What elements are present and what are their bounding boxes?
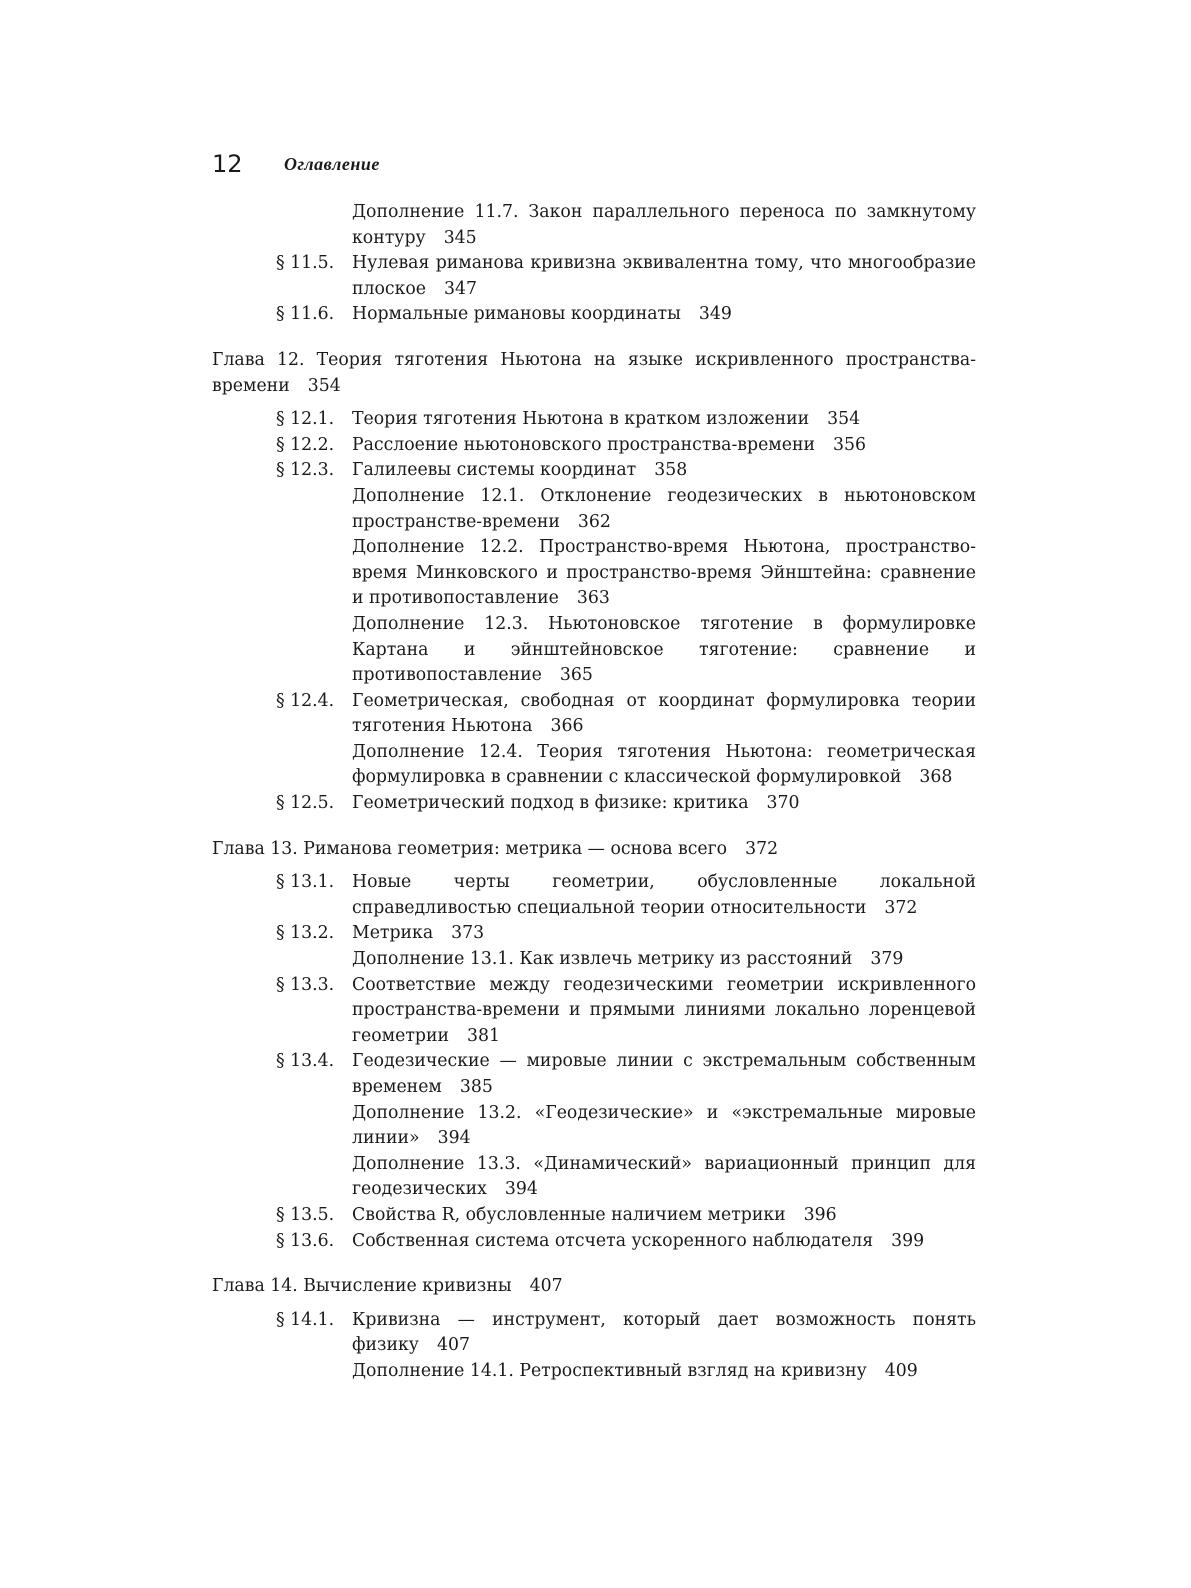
- toc-supplement: [352, 947, 976, 973]
- toc-page-number: 354: [827, 409, 861, 430]
- toc-section: [276, 302, 976, 328]
- toc-section: [276, 1203, 976, 1229]
- toc-section-body: [352, 407, 976, 433]
- toc-chapter-title: Глава 13. Риманова геометрия: метрика — основа всего: [212, 838, 728, 859]
- toc-section: [276, 433, 976, 459]
- toc-supplement: [352, 484, 976, 535]
- toc-section: [276, 973, 976, 1050]
- toc-section: [276, 1308, 976, 1359]
- toc-section-title: Свойства R, обусловленные наличием метрики: [352, 1204, 786, 1225]
- toc-supplement: [352, 535, 976, 612]
- toc-section-title: Соответствие между геодезическими геометрии искривленного пространства-времени и прямыми линиями локально лоренцевой геометрии: [352, 974, 976, 1046]
- toc-section: [276, 689, 976, 740]
- toc-page-number: 363: [576, 588, 610, 609]
- toc-supplement: [352, 1152, 976, 1203]
- toc-page-number: 372: [745, 838, 779, 859]
- toc-page-number: 354: [307, 375, 341, 396]
- toc-supplement-title: Дополнение 13.3. «Динамический» вариационный принцип для геодезических: [352, 1153, 976, 1200]
- toc-supplement-title: Дополнение 12.2. Пространство-время Ньютона, пространство-время Минковского и пространство-время Эйнштейна: сравнение и противопоставление: [352, 537, 976, 609]
- toc-supplement-title: Дополнение 14.1. Ретроспективный взгляд на кривизну: [352, 1360, 867, 1381]
- toc-supplement-title: Дополнение 12.3. Ньютоновское тяготение в формулировке Картана и эйнштейновское тяготение: сравнение и противопоставление: [352, 613, 976, 686]
- toc-section-body: [352, 973, 976, 1050]
- toc-supplement-title: Дополнение 13.2. «Геодезические» и «экстремальные мировые линии»: [352, 1102, 976, 1149]
- toc-section: [276, 870, 976, 921]
- toc-section-body: [352, 458, 976, 484]
- toc-section-number: § 12.3.: [276, 460, 335, 481]
- toc-section-title: Метрика: [352, 923, 434, 944]
- toc-chapter: [212, 837, 976, 863]
- toc-supplement-title: Дополнение 12.1. Отклонение геодезических в ньютоновском пространстве-времени: [352, 485, 976, 532]
- toc-section-body: [352, 251, 976, 302]
- toc-section-number: § 13.5.: [276, 1204, 335, 1225]
- page-number: 12: [212, 150, 243, 178]
- toc-page-number: 345: [443, 227, 477, 248]
- toc-section-number: § 12.1.: [276, 409, 335, 430]
- toc-section-title: Геометрическая, свободная от координат формулировка теории тяготения Ньютона: [352, 690, 976, 737]
- toc-section-title: Кривизна — инструмент, который дает возможность понять физику: [352, 1309, 976, 1356]
- toc-supplement-title: Дополнение 13.1. Как извлечь метрику из расстояний: [352, 949, 853, 970]
- toc-section-number: § 14.1.: [276, 1309, 335, 1330]
- toc-section: [276, 921, 976, 947]
- toc-section-body: [352, 791, 976, 817]
- toc-page-number: 358: [654, 460, 688, 481]
- toc-section-body: [352, 302, 976, 328]
- toc-page-number: 394: [437, 1128, 471, 1149]
- toc-page-number: 381: [467, 1025, 501, 1046]
- toc-section-body: [352, 1308, 976, 1359]
- toc-page-number: 366: [550, 716, 584, 737]
- toc-section-title: Нулевая риманова кривизна эквивалентна тому, что многообразие плоское: [352, 253, 976, 299]
- toc-supplement: [352, 1101, 976, 1152]
- toc-page-number: 409: [884, 1360, 918, 1381]
- toc-page-number: 356: [833, 434, 867, 455]
- toc-supplement-title: Дополнение 12.4. Теория тяготения Ньютона: геометрическая формулировка в сравнении с классической формулировкой: [352, 741, 976, 788]
- toc-page-number: 365: [559, 665, 593, 686]
- toc-section-title: Расслоение ньютоновского пространства-времени: [352, 434, 816, 455]
- toc-section-body: [352, 870, 976, 921]
- toc-section-number: § 13.4.: [276, 1051, 335, 1072]
- toc-section-body: [352, 433, 976, 459]
- toc-chapter-title: Глава 14. Вычисление кривизны: [212, 1276, 512, 1297]
- toc-section-title: Геометрический подход в физике: критика: [352, 793, 749, 814]
- toc-section-body: [352, 921, 976, 947]
- toc-page-number: 379: [870, 949, 904, 970]
- toc-section-title: Теория тяготения Ньютона в кратком изложении: [352, 409, 810, 430]
- toc-section-number: § 13.6.: [276, 1230, 335, 1251]
- toc-page-number: 347: [444, 278, 478, 299]
- toc-page-number: 372: [884, 897, 918, 918]
- toc-section-number: § 12.4.: [276, 690, 335, 711]
- toc-section: [276, 1229, 976, 1255]
- toc-page-number: 407: [436, 1335, 470, 1356]
- toc-page-number: 396: [803, 1204, 837, 1225]
- toc-page-number: 394: [504, 1179, 538, 1200]
- toc-supplement: [352, 612, 976, 689]
- toc-section-title: Новые черты геометрии, обусловленные локальной справедливостью специальной теории относительности: [352, 872, 976, 918]
- toc-section-number: § 11.5.: [276, 253, 335, 274]
- toc-section-title: Собственная система отсчета ускоренного наблюдателя: [352, 1230, 874, 1251]
- toc-chapter: [212, 1274, 976, 1300]
- toc-supplement: [352, 200, 976, 251]
- toc-section-body: [352, 689, 976, 740]
- toc-page-number: 362: [577, 511, 611, 532]
- toc-section-number: § 12.2.: [276, 434, 335, 455]
- toc-supplement: [352, 740, 976, 791]
- toc-section-number: § 13.2.: [276, 923, 335, 944]
- toc-section-number: § 13.3.: [276, 974, 335, 995]
- running-title: Оглавление: [284, 154, 380, 174]
- toc-chapter-title: Глава 12. Теория тяготения Ньютона на языке искривленного пространства-времени: [212, 349, 976, 396]
- toc-section-number: § 11.6.: [276, 304, 335, 325]
- toc-section-body: [352, 1229, 976, 1255]
- toc-section-number: § 13.1.: [276, 872, 335, 893]
- toc-section: [276, 458, 976, 484]
- table-of-contents: [0, 200, 1191, 1385]
- toc-page-number: 373: [451, 923, 485, 944]
- toc-page-number: 399: [891, 1230, 925, 1251]
- toc-section-number: § 12.5.: [276, 793, 335, 814]
- toc-section: [276, 1049, 976, 1100]
- toc-section-title: Нормальные римановы координаты: [352, 304, 681, 325]
- toc-page-number: 385: [459, 1077, 493, 1097]
- toc-section-body: [352, 1203, 976, 1229]
- toc-section: [276, 407, 976, 433]
- toc-page-number: 370: [766, 793, 800, 814]
- toc-section: [276, 251, 976, 302]
- toc-page-number: 349: [698, 304, 732, 325]
- toc-section: [276, 791, 976, 817]
- toc-page-number: 368: [919, 767, 953, 788]
- toc-section-title: Галилеевы системы координат: [352, 460, 637, 481]
- toc-supplement-title: Дополнение 11.7. Закон параллельного переноса по замкнутому контуру: [352, 202, 976, 248]
- toc-supplement: [352, 1359, 976, 1385]
- toc-page-number: 407: [529, 1276, 563, 1297]
- toc-section-body: [352, 1049, 976, 1100]
- toc-chapter: [212, 348, 976, 399]
- toc-section-title: Геодезические — мировые линии с экстремальным собственным временем: [352, 1051, 976, 1097]
